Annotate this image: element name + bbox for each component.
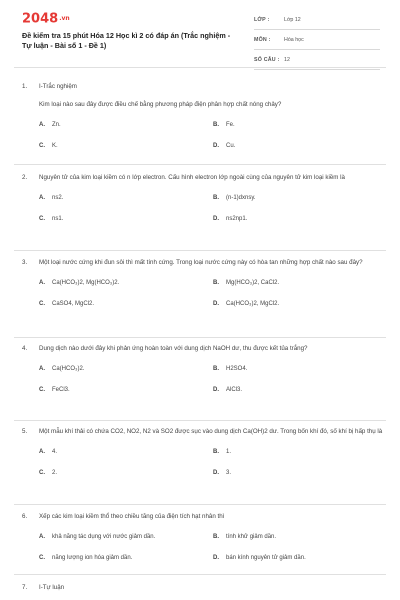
question-6 bbox=[22, 512, 384, 573]
option-text: bán kính nguyên tử giảm dần. bbox=[226, 555, 306, 561]
option-label: D. bbox=[213, 387, 219, 393]
question-number: 7. bbox=[22, 584, 28, 591]
option-label: A. bbox=[39, 195, 45, 201]
option-text: ns1. bbox=[52, 216, 64, 222]
option-text: tính khử giảm dần. bbox=[226, 534, 277, 540]
question-number: 2. bbox=[22, 174, 28, 181]
option-d[interactable] bbox=[213, 215, 247, 224]
option-label: D. bbox=[213, 216, 219, 222]
option-label: A. bbox=[39, 280, 45, 286]
option-b[interactable] bbox=[213, 448, 231, 457]
option-text: 3. bbox=[226, 470, 232, 476]
divider bbox=[14, 337, 386, 338]
meta-value: Hóa học bbox=[284, 37, 304, 43]
option-label: B. bbox=[213, 280, 219, 286]
divider bbox=[14, 420, 386, 421]
option-text: Fe. bbox=[226, 122, 235, 128]
question-text: Một loại nước cứng khi đun sôi thì mất tính cứng. Trong loại nước cứng này có hòa tan những hợp chất nào sau đây? bbox=[39, 259, 363, 266]
option-text: ns2np1. bbox=[226, 216, 248, 222]
option-label: D. bbox=[213, 470, 219, 476]
option-label: A. bbox=[39, 534, 45, 540]
question-2 bbox=[22, 173, 384, 234]
meta-value: 12 bbox=[284, 57, 290, 63]
question-text: I-Trắc nghiệm bbox=[39, 83, 77, 90]
option-text: Ca(HCO₃)2, Mg(HCO₃)2. bbox=[52, 280, 120, 286]
option-text: Cu. bbox=[226, 143, 236, 149]
option-label: A. bbox=[39, 122, 45, 128]
question-3 bbox=[22, 258, 384, 319]
question-4 bbox=[22, 344, 384, 405]
divider bbox=[14, 164, 386, 165]
option-label: B. bbox=[213, 195, 219, 201]
option-label: C. bbox=[39, 555, 45, 561]
document-title: Đề kiểm tra 15 phút Hóa 12 Học kì 2 có đáp án (Trắc nghiệm - Tự luận - Bài số 1 - Đề 1) bbox=[22, 31, 231, 50]
option-a[interactable] bbox=[39, 448, 57, 457]
option-d[interactable] bbox=[213, 142, 235, 151]
option-c[interactable] bbox=[39, 142, 58, 151]
meta-key: LỚP : bbox=[254, 17, 270, 23]
option-c[interactable] bbox=[39, 554, 132, 563]
brand-logo-number: 2048 bbox=[22, 11, 59, 27]
option-text: FeCl3. bbox=[52, 387, 70, 393]
question-number: 3. bbox=[22, 259, 28, 266]
option-b[interactable] bbox=[213, 279, 279, 288]
option-label: C. bbox=[39, 387, 45, 393]
option-c[interactable] bbox=[39, 469, 57, 478]
question-1 bbox=[22, 100, 384, 161]
option-a[interactable] bbox=[39, 279, 119, 288]
option-text: ns2. bbox=[52, 195, 64, 201]
question-text: Nguyên tử của kim loại kiềm có n lớp electron. Cấu hình electron lớp ngoài cùng của nguyên tử kim loại kiềm là bbox=[39, 174, 345, 181]
options bbox=[39, 533, 384, 573]
meta-row-class bbox=[254, 15, 380, 30]
option-d[interactable] bbox=[213, 469, 231, 478]
question-text: Một mẫu khí thải có chứa CO2, NO2, N2 và SO2 được sục vào dung dịch Ca(OH)2 dư. Trong bốn khí đó, số khí bị hấp thụ là bbox=[39, 428, 383, 435]
option-text: năng lượng ion hóa giảm dần. bbox=[52, 555, 133, 561]
option-label: B. bbox=[213, 449, 219, 455]
option-label: D. bbox=[213, 555, 219, 561]
option-text: 4. bbox=[52, 449, 58, 455]
option-text: Zn. bbox=[52, 122, 61, 128]
option-c[interactable] bbox=[39, 300, 94, 309]
options bbox=[39, 448, 384, 488]
option-c[interactable] bbox=[39, 386, 70, 395]
option-text: AlCl3. bbox=[226, 387, 243, 393]
meta-row-subject bbox=[254, 35, 380, 50]
option-a[interactable] bbox=[39, 194, 63, 203]
option-label: B. bbox=[213, 534, 219, 540]
option-b[interactable] bbox=[213, 533, 276, 542]
question-1-section bbox=[22, 82, 384, 92]
option-text: CaSO4, MgCl2. bbox=[52, 301, 95, 307]
option-text: (n-1)dxnsy. bbox=[226, 195, 256, 201]
options bbox=[39, 365, 384, 405]
option-text: Ca(HCO₃)2, MgCl2. bbox=[226, 301, 280, 307]
question-number: 5. bbox=[22, 428, 28, 435]
meta-key: MÔN : bbox=[254, 37, 271, 43]
option-b[interactable] bbox=[213, 365, 247, 374]
brand-logo-tld: .vn bbox=[59, 15, 70, 22]
option-label: C. bbox=[39, 143, 45, 149]
option-label: A. bbox=[39, 449, 45, 455]
option-b[interactable] bbox=[213, 121, 235, 130]
divider bbox=[14, 574, 386, 575]
options bbox=[39, 194, 384, 234]
option-label: B. bbox=[213, 122, 219, 128]
question-number: 4. bbox=[22, 345, 28, 352]
options bbox=[39, 121, 384, 161]
option-text: 2. bbox=[52, 470, 58, 476]
question-number: 6. bbox=[22, 513, 28, 520]
option-b[interactable] bbox=[213, 194, 256, 203]
question-text: Dung dịch nào dưới đây khi phản ứng hoàn toàn với dung dịch NaOH dư, thu được kết tủa trắng? bbox=[39, 345, 308, 352]
divider bbox=[14, 504, 386, 505]
option-a[interactable] bbox=[39, 121, 61, 130]
question-5 bbox=[22, 427, 384, 488]
option-label: C. bbox=[39, 216, 45, 222]
question-text: I-Tự luận bbox=[39, 584, 65, 591]
divider bbox=[14, 67, 386, 68]
option-text: 1. bbox=[226, 449, 232, 455]
question-7-section bbox=[22, 583, 384, 593]
option-d[interactable] bbox=[213, 554, 306, 563]
option-label: D. bbox=[213, 143, 219, 149]
option-a[interactable] bbox=[39, 365, 84, 374]
meta-key: SỐ CÂU : bbox=[254, 57, 280, 63]
option-text: Mg(HCO₃)2, CaCl2. bbox=[226, 280, 280, 286]
header bbox=[0, 0, 400, 65]
question-number: 1. bbox=[22, 83, 28, 90]
option-c[interactable] bbox=[39, 215, 63, 224]
option-label: B. bbox=[213, 366, 219, 372]
option-label: C. bbox=[39, 470, 45, 476]
option-d[interactable] bbox=[213, 386, 242, 395]
divider bbox=[14, 250, 386, 251]
option-text: Ca(HCO₃)2. bbox=[52, 366, 85, 372]
meta-value: Lớp 12 bbox=[284, 17, 301, 23]
meta-panel bbox=[254, 15, 380, 75]
option-text: H2SO4. bbox=[226, 366, 248, 372]
question-text: Xếp các kim loại kiềm thổ theo chiều tăng của điện tích hạt nhân thì bbox=[39, 513, 225, 520]
option-label: A. bbox=[39, 366, 45, 372]
option-d[interactable] bbox=[213, 300, 279, 309]
options bbox=[39, 279, 384, 319]
option-label: D. bbox=[213, 301, 219, 307]
option-text: khả năng tác dụng với nước giảm dần. bbox=[52, 534, 156, 540]
option-label: C. bbox=[39, 301, 45, 307]
option-a[interactable] bbox=[39, 533, 155, 542]
question-text: Kim loại nào sau đây được điều chế bằng phương pháp điện phân hợp chất nóng chảy? bbox=[39, 101, 282, 108]
option-text: K. bbox=[52, 143, 58, 149]
